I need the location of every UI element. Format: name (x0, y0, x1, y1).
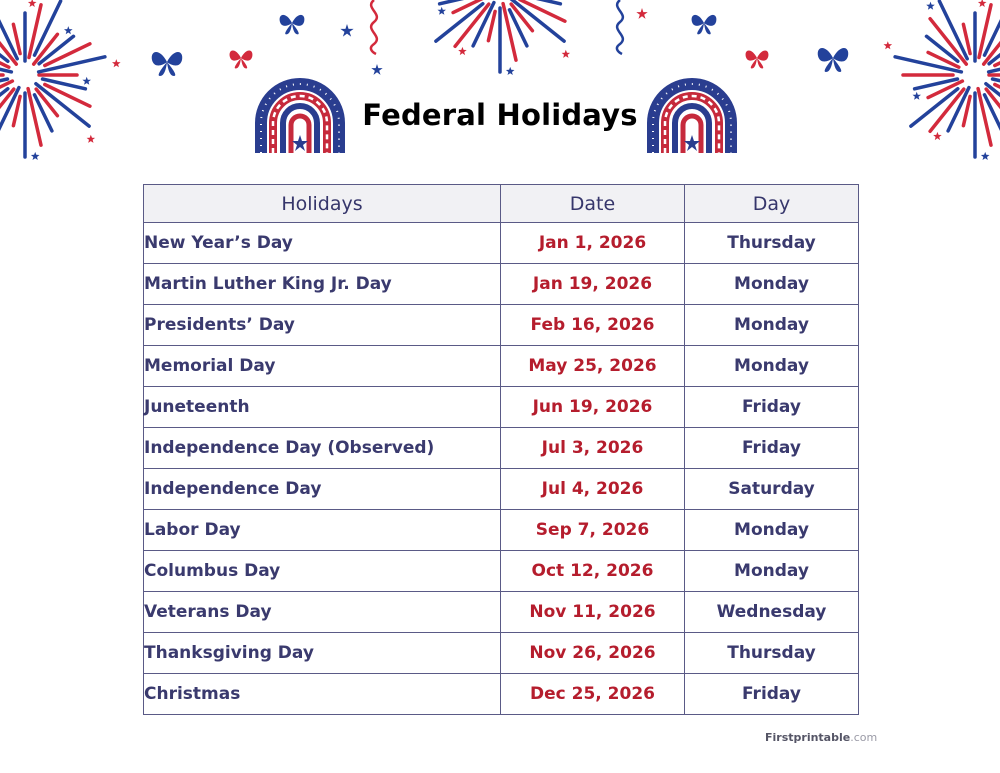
holiday-name: Independence Day (144, 469, 501, 510)
streamer-icon (362, 0, 386, 56)
holiday-name: Thanksgiving Day (144, 633, 501, 674)
holiday-name: Columbus Day (144, 551, 501, 592)
holiday-day: Monday (685, 305, 859, 346)
holiday-day: Saturday (685, 469, 859, 510)
holiday-date: Nov 11, 2026 (501, 592, 685, 633)
holiday-date: Jun 19, 2026 (501, 387, 685, 428)
holiday-name: Labor Day (144, 510, 501, 551)
holiday-date: Dec 25, 2026 (501, 674, 685, 715)
firework-top-right-icon (875, 0, 1000, 185)
column-header-date: Date (501, 185, 685, 223)
holiday-date: Jan 19, 2026 (501, 264, 685, 305)
holiday-name: Veterans Day (144, 592, 501, 633)
butterfly-icon (816, 42, 850, 74)
butterfly-icon (278, 10, 306, 36)
table-row (144, 510, 859, 551)
table-row (144, 346, 859, 387)
holiday-day: Monday (685, 551, 859, 592)
holiday-name: Independence Day (Observed) (144, 428, 501, 469)
table-header-row (144, 185, 859, 223)
holiday-day: Friday (685, 428, 859, 469)
table-row (144, 469, 859, 510)
table-row (144, 305, 859, 346)
holiday-date: Nov 26, 2026 (501, 633, 685, 674)
holiday-day: Monday (685, 346, 859, 387)
firework-top-center-icon (420, 0, 580, 70)
star-icon (340, 24, 354, 38)
holiday-name: Christmas (144, 674, 501, 715)
butterfly-icon (690, 10, 718, 36)
table-row (144, 674, 859, 715)
holiday-day: Friday (685, 387, 859, 428)
brand-suffix: .com (850, 731, 878, 744)
butterfly-icon (228, 46, 254, 70)
table-row (144, 264, 859, 305)
holiday-date: Sep 7, 2026 (501, 510, 685, 551)
page-title: Federal Holidays (362, 98, 638, 132)
table-row (144, 592, 859, 633)
holiday-day: Thursday (685, 223, 859, 264)
holiday-day: Wednesday (685, 592, 859, 633)
butterfly-icon (744, 46, 770, 70)
holiday-day: Monday (685, 264, 859, 305)
table-row (144, 633, 859, 674)
column-header-day: Day (685, 185, 859, 223)
column-header-holidays: Holidays (144, 185, 501, 223)
holiday-name: Juneteenth (144, 387, 501, 428)
star-icon (371, 64, 383, 76)
table-row (144, 223, 859, 264)
holiday-name: New Year’s Day (144, 223, 501, 264)
holiday-date: Jan 1, 2026 (501, 223, 685, 264)
table-row (144, 387, 859, 428)
holiday-day: Thursday (685, 633, 859, 674)
holiday-date: May 25, 2026 (501, 346, 685, 387)
table-row (144, 428, 859, 469)
holiday-day: Friday (685, 674, 859, 715)
holiday-date: Jul 4, 2026 (501, 469, 685, 510)
brand-name: Firstprintable (765, 731, 851, 744)
holiday-name: Martin Luther King Jr. Day (144, 264, 501, 305)
holiday-date: Feb 16, 2026 (501, 305, 685, 346)
holiday-name: Memorial Day (144, 346, 501, 387)
star-icon (636, 8, 648, 20)
holiday-date: Oct 12, 2026 (501, 551, 685, 592)
butterfly-icon (150, 46, 184, 78)
streamer-icon (608, 0, 632, 54)
table-row (144, 551, 859, 592)
holiday-date: Jul 3, 2026 (501, 428, 685, 469)
brand-watermark (765, 731, 877, 744)
holiday-day: Monday (685, 510, 859, 551)
firework-top-left-icon (0, 0, 125, 185)
holidays-table (143, 184, 859, 715)
holiday-name: Presidents’ Day (144, 305, 501, 346)
